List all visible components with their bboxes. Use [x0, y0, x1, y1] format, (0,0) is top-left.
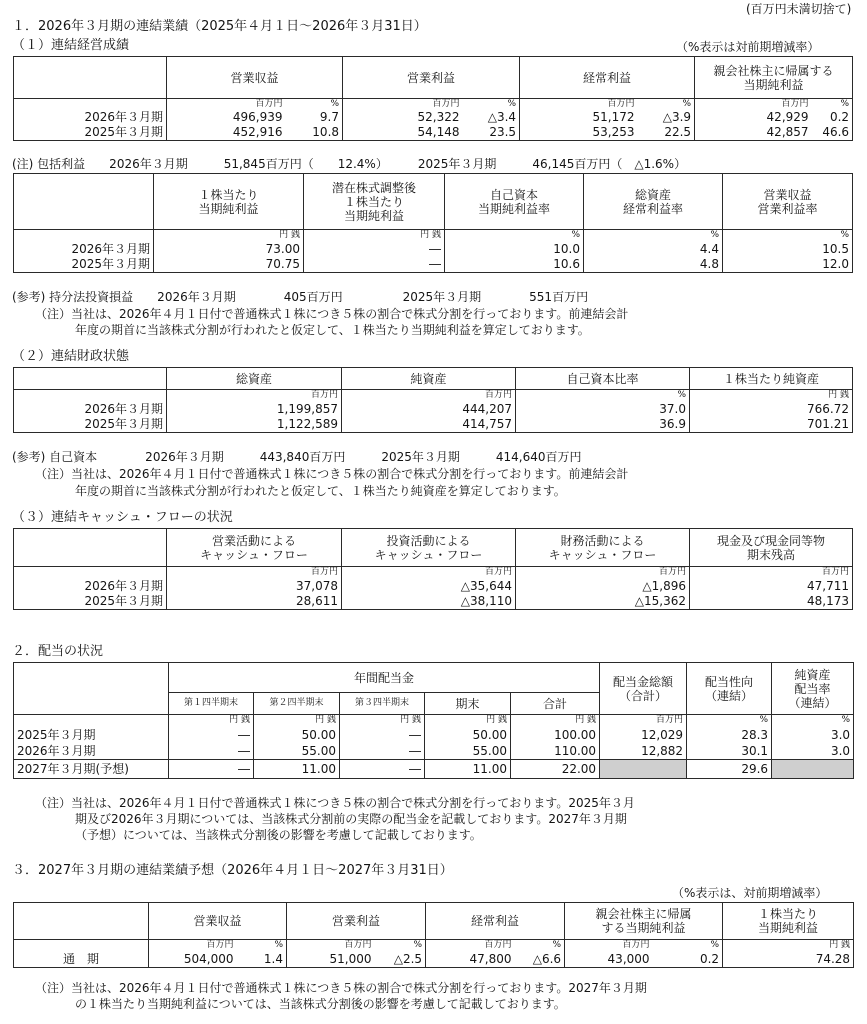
col-header-roe: 自己資本 当期純利益率: [445, 174, 584, 230]
col-header-annual-dividend: 年間配当金: [169, 663, 600, 693]
col-header-forecast-net-income: 親会社株主に帰属 する当期純利益: [565, 903, 723, 940]
col-header-total: 合計: [511, 693, 600, 715]
table-row: 2025年３月期 452,916 10.8 54,148 23.5 53,253 22.5 42,857 46.6: [14, 125, 853, 141]
col-header-bps: １株当たり純資産: [690, 368, 853, 390]
col-header-equity-ratio: 自己資本比率: [516, 368, 690, 390]
col-header-forecast-revenue: 営業収益: [149, 903, 287, 940]
table-row: 2025年３月期 ― 50.00 ― 50.00 100.00 12,029 28.3 3.0: [14, 727, 854, 743]
subsection-3-title: （３）連結キャッシュ・フローの状況: [12, 510, 233, 525]
col-header-eps: １株当たり 当期純利益: [154, 174, 304, 230]
col-header-diluted-eps: 潜在株式調整後 １株当たり 当期純利益: [304, 174, 445, 230]
col-header-revenue: 営業収益: [167, 57, 343, 99]
equity-ref: (参考) 自己資本 2026年３月期 443,840百万円 2025年３月期 414,640百万円: [12, 450, 582, 464]
col-header-total-assets: 総資産: [167, 368, 342, 390]
dividends-table: 年間配当金 配当金総額 （合計） 配当性向 （連結） 純資産 配当率 （連結） 第１四半期末 第２四半期末 第３四半期末 期末 合計 円 銭 円 銭 円 銭 円 銭 円 銭 百万円 % % 2025年３月期 ― 50.00 ― 50.00 100.00 12,029 28.3 3.0 2026年３月期 ― 55.00 ― 55.00 110.00 12,882 30.1 3.0 2027年３月期(予想) ― 11.00 ― 11.00 22.00 29.6: [13, 662, 854, 779]
col-header-forecast-op-profit: 営業利益: [287, 903, 426, 940]
unit-note: (百万円未満切捨て): [746, 2, 852, 16]
col-header-roa: 総資産 経常利益率: [584, 174, 723, 230]
table-row: 2026年３月期 496,939 9.7 52,322 △3.4 51,172 △3.9 42,929 0.2: [14, 110, 853, 125]
stock-split-note-2b: 年度の期首に当該株式分割が行われたと仮定して、１株当たり純資産を算定しております。: [75, 484, 566, 498]
col-header-operating-profit: 営業利益: [343, 57, 520, 99]
stock-split-note-2a: （注）当社は、2026年４月１日付で普通株式１株につき５株の割合で株式分割を行っております。前連結会計: [35, 467, 629, 481]
col-header-operating-cf: 営業活動による キャッシュ・フロー: [167, 529, 342, 567]
section-3-title: ３．2027年３月期の連結業績予想（2026年４月１日～2027年３月31日）: [12, 863, 453, 878]
financial-position-table: 総資産 純資産 自己資本比率 １株当たり純資産 百万円 百万円 % 円 銭 2026年３月期 1,199,857 444,207 37.0 766.72 2025年３月期 1,122,589 414,757 36.9 701.21: [13, 367, 853, 433]
cash-flow-table: 営業活動による キャッシュ・フロー 投資活動による キャッシュ・フロー 財務活動による キャッシュ・フロー 現金及び現金同等物 期末残高 百万円 百万円 百万円 百万円 2026年３月期 37,078 △35,644 △1,896 47,711 2025年３月期 28,611 △38,110 △15,362 48,173: [13, 528, 853, 610]
col-header-cash-balance: 現金及び現金同等物 期末残高: [690, 529, 853, 567]
table-row: 2027年３月期(予想) ― 11.00 ― 11.00 22.00 29.6: [14, 760, 854, 779]
subsection-1-title: （１）連結経営成績: [12, 38, 130, 53]
col-header-forecast-eps: １株当たり 当期純利益: [723, 903, 854, 940]
table-row: 2025年３月期 1,122,589 414,757 36.9 701.21: [14, 417, 853, 433]
section-2-title: ２．配当の状況: [12, 644, 104, 659]
stock-split-note-1b: 年度の期首に当該株式分割が行われたと仮定して、１株当たり当期純利益を算定しております。: [75, 323, 590, 337]
shaded-cell: [772, 760, 854, 779]
col-header-q2: 第２四半期末: [254, 693, 340, 715]
equity-method-ref: (参考) 持分法投資損益 2026年３月期 405百万円 2025年３月期 551百万円: [12, 290, 589, 304]
shaded-cell: [600, 760, 687, 779]
table-row: 2026年３月期 ― 55.00 ― 55.00 110.00 12,882 30.1 3.0: [14, 743, 854, 760]
operating-results-table: 営業収益 営業利益 経常利益 親会社株主に帰属する 当期純利益 百万円 % 百万円 % 百万円 % 百万円 % 2026年３月期 496,939 9.7 52,322 △3.4 51,172 △3.9 42,929 0.2 2025年３月期 452,916 10.8 54,148 23.5 53,253 22.5 42,857 46.6: [13, 56, 853, 141]
per-share-table: １株当たり 当期純利益 潜在株式調整後 １株当たり 当期純利益 自己資本 当期純利益率 総資産 経常利益率 営業収益 営業利益率 円 銭 円 銭 % % % 2026年３月期 73.00 ― 10.0 4.4 10.5 2025年３月期 70.75 ― 10.6 4.8 12.0: [13, 173, 853, 273]
col-header-investing-cf: 投資活動による キャッシュ・フロー: [342, 529, 516, 567]
pct-note-1: （%表示は対前期増減率）: [676, 40, 820, 54]
col-header-net-assets: 純資産: [342, 368, 516, 390]
forecast-table: 営業収益 営業利益 経常利益 親会社株主に帰属 する当期純利益 １株当たり 当期純利益 百万円 % 百万円 % 百万円 % 百万円 % 円 銭 通 期 504,000 1.4 51,000 △2.5 47,800 △6.6 43,000 0.2 74.28: [13, 902, 854, 968]
stock-split-note-1a: （注）当社は、2026年４月１日付で普通株式１株につき５株の割合で株式分割を行っております。前連結会計: [35, 307, 629, 321]
table-row: 2026年３月期 1,199,857 444,207 37.0 766.72: [14, 402, 853, 417]
col-header-year-end: 期末: [425, 693, 511, 715]
table-row: 2025年３月期 28,611 △38,110 △15,362 48,173: [14, 594, 853, 610]
forecast-note-a: （注）当社は、2026年４月１日付で普通株式１株につき５株の割合で株式分割を行っております。2027年３月期: [35, 981, 647, 995]
subsection-2-title: （２）連結財政状態: [12, 349, 130, 364]
table-row: 2025年３月期 70.75 ― 10.6 4.8 12.0: [14, 257, 853, 273]
section-1-title: １．2026年３月期の連結業績（2025年４月１日～2026年３月31日）: [12, 19, 427, 34]
pct-note-forecast: （%表示は、対前期増減率）: [672, 886, 828, 900]
col-header-ordinary-profit: 経常利益: [520, 57, 695, 99]
col-header-op-margin: 営業収益 営業利益率: [723, 174, 853, 230]
dividend-note-a: （注）当社は、2026年４月１日付で普通株式１株につき５株の割合で株式分割を行っております。2025年３月: [35, 796, 635, 810]
comprehensive-income-note: (注) 包括利益 2026年３月期 51,845百万円（ 12.4%） 2025年３月期 46,145百万円（ △1.6%）: [12, 157, 687, 171]
col-header-total-dividend: 配当金総額 （合計）: [600, 663, 687, 715]
forecast-note-b: の１株当たり当期純利益については、当該株式分割後の影響を考慮して記載しております。: [75, 997, 566, 1011]
col-header-forecast-ordinary: 経常利益: [426, 903, 565, 940]
table-row: 2026年３月期 37,078 △35,644 △1,896 47,711: [14, 579, 853, 594]
col-header-payout-ratio: 配当性向 （連結）: [687, 663, 772, 715]
col-header-q1: 第１四半期末: [169, 693, 254, 715]
col-header-financing-cf: 財務活動による キャッシュ・フロー: [516, 529, 690, 567]
dividend-note-b: 期及び2026年３月期については、当該株式分割前の実際の配当金を記載しております。2027年３月期: [75, 812, 627, 826]
table-row: 通 期 504,000 1.4 51,000 △2.5 47,800 △6.6 43,000 0.2 74.28: [14, 952, 854, 968]
table-row: 2026年３月期 73.00 ― 10.0 4.4 10.5: [14, 242, 853, 257]
dividend-note-c: （予想）については、当該株式分割後の影響を考慮して記載しております。: [75, 828, 482, 842]
col-header-doe: 純資産 配当率 （連結）: [772, 663, 854, 715]
col-header-q3: 第３四半期末: [340, 693, 425, 715]
col-header-net-income: 親会社株主に帰属する 当期純利益: [695, 57, 853, 99]
corner-cell: [14, 57, 167, 99]
